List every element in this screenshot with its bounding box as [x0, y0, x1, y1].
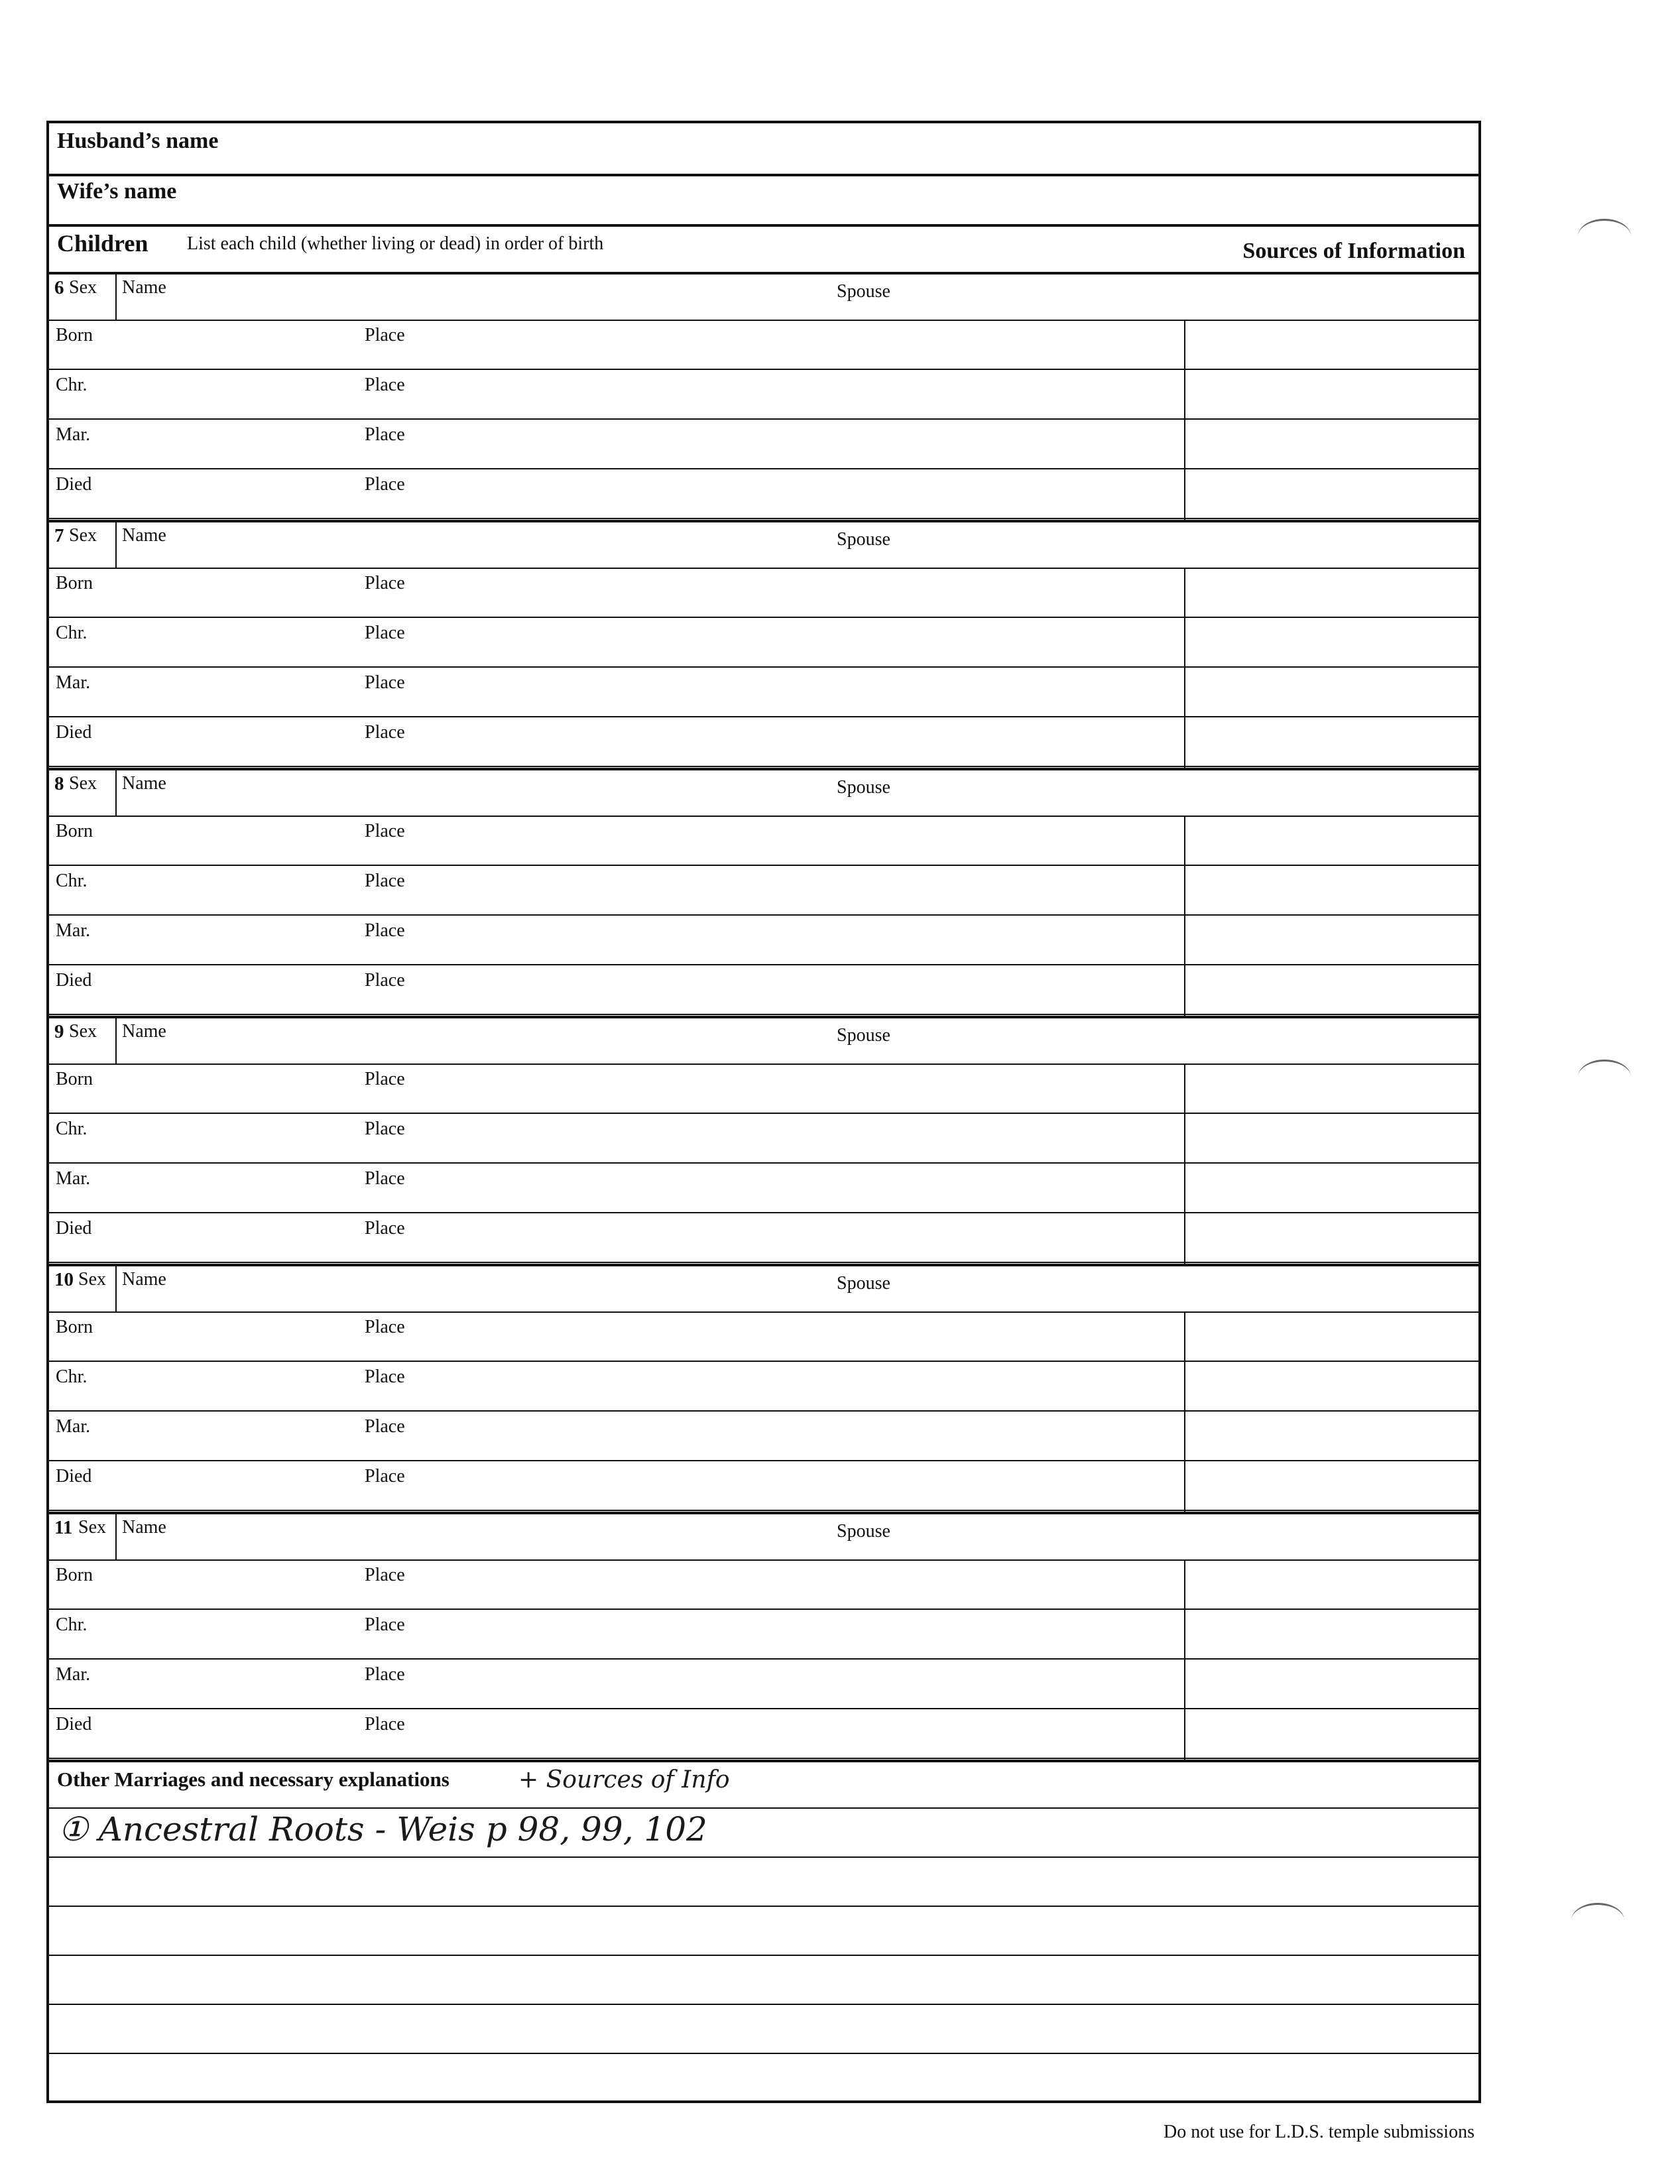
born-label: Born	[56, 573, 93, 593]
notes-line-2	[49, 1856, 1478, 1907]
child-number: 11	[54, 1517, 73, 1538]
place-label: Place	[365, 375, 405, 395]
sex-label: Sex	[69, 773, 97, 794]
spouse-label: Spouse	[837, 529, 890, 550]
died-label: Died	[56, 474, 92, 495]
event-row-chr	[49, 1113, 1478, 1164]
sex-label: Sex	[78, 1517, 106, 1538]
place-label: Place	[365, 1664, 405, 1685]
place-label: Place	[365, 1416, 405, 1437]
born-label: Born	[56, 325, 93, 345]
chr-label: Chr.	[56, 375, 88, 395]
sources-column-divider	[1184, 320, 1185, 520]
wife-name-label: Wife’s name	[57, 179, 177, 204]
child-name-row	[49, 768, 1478, 817]
event-row-born	[49, 1063, 1478, 1114]
notes-line-6	[49, 2053, 1478, 2103]
spouse-label: Spouse	[837, 777, 890, 798]
died-label: Died	[56, 1466, 92, 1486]
mar-label: Mar.	[56, 672, 91, 693]
children-instruction: List each child (whether living or dead) in order of birth	[187, 233, 604, 254]
name-label: Name	[122, 277, 166, 298]
sex-label: Sex	[78, 1269, 106, 1290]
place-label: Place	[365, 672, 405, 693]
sources-label: Sources of Information	[1242, 239, 1465, 263]
event-row-died	[49, 1461, 1478, 1511]
place-label: Place	[365, 970, 405, 991]
child-sex-cell	[49, 768, 117, 816]
sex-label: Sex	[69, 1021, 97, 1042]
sources-column-divider	[1184, 568, 1185, 768]
notes-line-5	[49, 2004, 1478, 2054]
place-label: Place	[365, 623, 405, 643]
event-row-chr	[49, 617, 1478, 668]
mar-label: Mar.	[56, 1168, 91, 1189]
event-row-mar	[49, 1659, 1478, 1709]
child-number: 8	[54, 773, 64, 794]
event-row-chr	[49, 369, 1478, 420]
place-label: Place	[365, 325, 405, 345]
child-sex-cell	[49, 1264, 117, 1311]
event-row-died	[49, 965, 1478, 1015]
children-header-row	[49, 224, 1478, 274]
name-label: Name	[122, 525, 166, 546]
event-row-chr	[49, 865, 1478, 916]
other-marriages-label: Other Marriages and necessary explanations	[57, 1768, 450, 1791]
spouse-label: Spouse	[837, 1025, 890, 1046]
child-sex-cell	[49, 1016, 117, 1063]
child-block	[49, 272, 1478, 522]
family-group-sheet	[46, 121, 1481, 2103]
spouse-label: Spouse	[837, 1273, 890, 1294]
child-sex-cell	[49, 272, 117, 320]
sources-column-divider	[1184, 816, 1185, 1016]
chr-label: Chr.	[56, 1614, 88, 1635]
event-row-born	[49, 568, 1478, 618]
child-block	[49, 1512, 1478, 1762]
died-label: Died	[56, 970, 92, 991]
child-name-row	[49, 272, 1478, 321]
event-row-born	[49, 320, 1478, 370]
place-label: Place	[365, 920, 405, 941]
event-row-died	[49, 469, 1478, 519]
child-number: 9	[54, 1021, 64, 1042]
child-sex-cell	[49, 520, 117, 568]
handwritten-ancestral-roots: ① Ancestral Roots - Weis p 98, 99, 102	[58, 1810, 707, 1849]
place-label: Place	[365, 1565, 405, 1585]
sources-column-divider	[1184, 1559, 1185, 1760]
place-label: Place	[365, 1466, 405, 1486]
child-number: 6	[54, 277, 64, 298]
event-row-mar	[49, 1163, 1478, 1213]
event-row-mar	[49, 1411, 1478, 1461]
place-label: Place	[365, 1119, 405, 1139]
footer-notice: Do not use for L.D.S. temple submissions	[1164, 2122, 1474, 2142]
event-row-mar	[49, 419, 1478, 469]
child-name-row	[49, 520, 1478, 569]
child-sex-cell	[49, 1512, 117, 1559]
place-label: Place	[365, 1069, 405, 1089]
place-label: Place	[365, 1168, 405, 1189]
child-number: 10	[54, 1269, 74, 1290]
chr-label: Chr.	[56, 871, 88, 891]
place-label: Place	[365, 474, 405, 495]
other-marriages-header	[49, 1760, 1478, 1809]
child-block	[49, 520, 1478, 770]
name-label: Name	[122, 1269, 166, 1290]
other-marriages-section	[49, 1760, 1478, 2100]
event-row-died	[49, 1213, 1478, 1263]
name-label: Name	[122, 1517, 166, 1538]
event-row-born	[49, 1311, 1478, 1362]
children-label: Children	[57, 230, 149, 257]
event-row-chr	[49, 1361, 1478, 1412]
child-name-row	[49, 1016, 1478, 1065]
born-label: Born	[56, 821, 93, 841]
notes-line-4	[49, 1955, 1478, 2005]
sex-label: Sex	[69, 277, 97, 298]
mar-label: Mar.	[56, 1664, 91, 1685]
sources-column-divider	[1184, 1063, 1185, 1264]
event-row-mar	[49, 667, 1478, 717]
place-label: Place	[365, 424, 405, 445]
event-row-chr	[49, 1609, 1478, 1660]
died-label: Died	[56, 722, 92, 743]
child-number: 7	[54, 525, 64, 546]
spouse-label: Spouse	[837, 281, 890, 302]
born-label: Born	[56, 1069, 93, 1089]
child-name-row	[49, 1512, 1478, 1561]
spouse-label: Spouse	[837, 1521, 890, 1542]
place-label: Place	[365, 1714, 405, 1734]
binder-hole-bottom	[1571, 1903, 1624, 1938]
binder-hole-top	[1578, 219, 1631, 254]
mar-label: Mar.	[56, 920, 91, 941]
husband-name-label: Husband’s name	[57, 129, 219, 153]
binder-hole-middle	[1578, 1060, 1631, 1095]
place-label: Place	[365, 1366, 405, 1387]
event-row-born	[49, 1559, 1478, 1610]
event-row-born	[49, 816, 1478, 866]
wife-row	[49, 174, 1478, 227]
born-label: Born	[56, 1317, 93, 1337]
event-row-mar	[49, 915, 1478, 965]
sources-column-divider	[1184, 1311, 1185, 1512]
chr-label: Chr.	[56, 623, 88, 643]
name-label: Name	[122, 1021, 166, 1042]
notes-line-1	[49, 1807, 1478, 1858]
place-label: Place	[365, 821, 405, 841]
child-name-row	[49, 1264, 1478, 1313]
mar-label: Mar.	[56, 1416, 91, 1437]
place-label: Place	[365, 573, 405, 593]
event-row-died	[49, 1709, 1478, 1759]
place-label: Place	[365, 722, 405, 743]
child-block	[49, 1016, 1478, 1266]
mar-label: Mar.	[56, 424, 91, 445]
event-row-died	[49, 717, 1478, 767]
notes-line-3	[49, 1906, 1478, 1956]
died-label: Died	[56, 1714, 92, 1734]
place-label: Place	[365, 871, 405, 891]
chr-label: Chr.	[56, 1366, 88, 1387]
sex-label: Sex	[69, 525, 97, 546]
place-label: Place	[365, 1317, 405, 1337]
husband-row	[49, 123, 1478, 176]
handwritten-sources-note: + Sources of Info	[518, 1766, 730, 1793]
name-label: Name	[122, 773, 166, 794]
died-label: Died	[56, 1218, 92, 1239]
place-label: Place	[365, 1218, 405, 1239]
place-label: Place	[365, 1614, 405, 1635]
child-block	[49, 1264, 1478, 1514]
child-block	[49, 768, 1478, 1018]
chr-label: Chr.	[56, 1119, 88, 1139]
born-label: Born	[56, 1565, 93, 1585]
